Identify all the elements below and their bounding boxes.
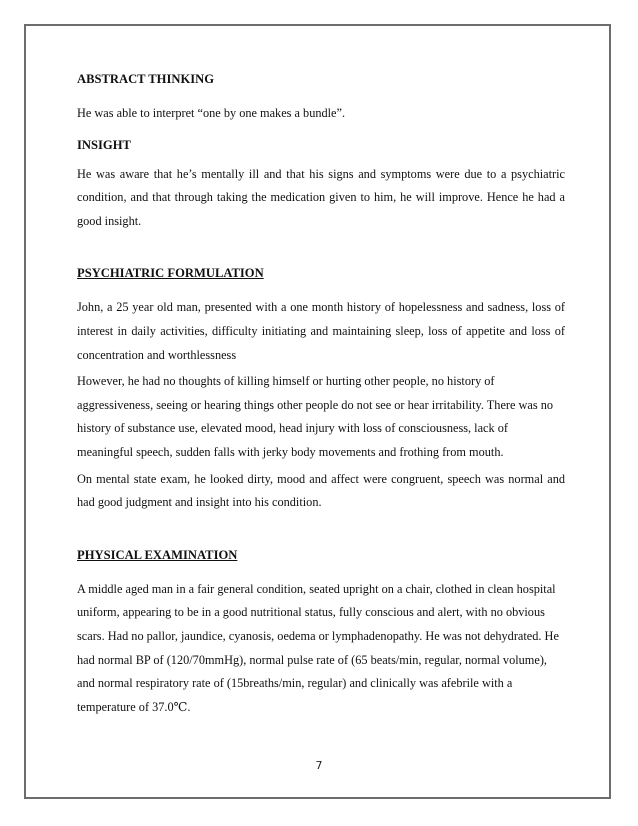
formulation-paragraph-2: However, he had no thoughts of killing himself or hurting other people, no history of aggressiveness, seeing or hearing things other people do not see or hear irritability. There was no history of substance use, elevated mood, head injury with loss of consciousness, lack of meaningful speech, sudden falls with jerky body movements and frothing from mouth. [77, 374, 554, 459]
physical-examination-text: A middle aged man in a fair general condition, seated upright on a chair, clothed in clean hospital uniform, appearing to be in a good nutritional status, fully conscious and alert, with no obvious scars. Had no pallor, jaundice, cyanosis, oedema or lymphadenopathy. He was not dehydrated. He had normal BP of (120/70mmHg), normal pulse rate of (65 beats/min, regular, normal volume), and normal respiratory rate of (15breaths/min, regular) and clinically was afebrile with a temperature of 37.0℃. [77, 581, 559, 714]
heading-physical-examination: PHYSICAL EXAMINATION [77, 547, 238, 562]
heading-abstract-thinking: ABSTRACT THINKING [77, 72, 215, 86]
document-body [77, 71, 565, 719]
heading-psychiatric-formulation: PSYCHIATRIC FORMULATION [77, 266, 264, 281]
page-number: 7 [315, 759, 323, 772]
heading-insight: INSIGHT [77, 137, 131, 152]
abstract-thinking-text: He was able to interpret “one by one makes a bundle”. [77, 106, 346, 120]
insight-text: He was aware that he’s mentally ill and that his signs and symptoms were due to a psychiatric condition, and that through taking the medication given to him, he will improve. Hence he had a good insight. [77, 166, 565, 228]
formulation-paragraph-3: On mental state exam, he looked dirty, mood and affect were congruent, speech was normal and had good judgment and insight into his condition. [77, 471, 565, 510]
formulation-paragraph-1: John, a 25 year old man, presented with a one month history of hopelessness and sadness, loss of interest in daily activities, difficulty initiating and maintaining sleep, loss of appetite and loss of concentration and worthlessness [77, 300, 565, 362]
